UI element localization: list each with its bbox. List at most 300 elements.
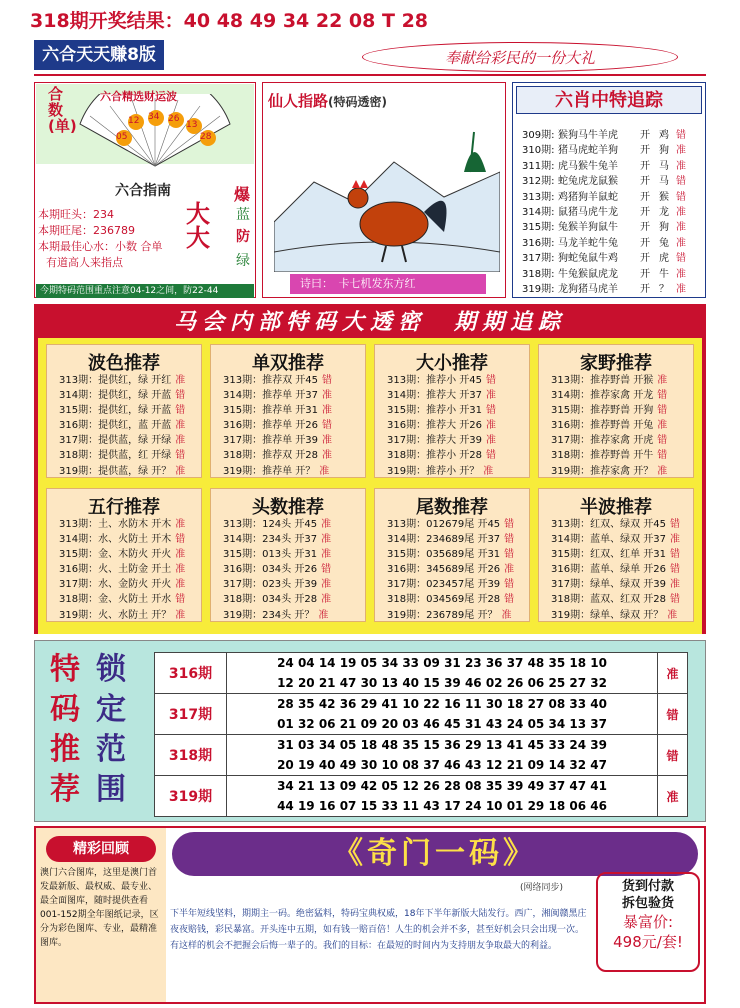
zodiac-row (522, 126, 704, 141)
recommend-title: 头数推荐 (252, 497, 324, 518)
recommend-row (375, 464, 529, 479)
recommend-row (539, 418, 693, 433)
zodiac-cell: 开 (640, 191, 650, 203)
recommend-row (375, 373, 529, 388)
recommend-text: 317期：推荐家禽 开虎 (551, 435, 654, 447)
recommend-row (47, 448, 201, 463)
recommend-text: 316期：蓝单、绿单 开26 (551, 564, 666, 576)
zodiac-cell: 准 (676, 207, 686, 218)
recommend-text: 315期：推荐野兽 开狗 (551, 405, 654, 417)
recommend-row (211, 532, 365, 547)
recommend-row (47, 592, 201, 607)
recommend-status: 错 (486, 450, 496, 462)
recommend-row (211, 373, 365, 388)
recommend-row (211, 403, 365, 418)
recommend-row (539, 547, 693, 562)
recommend-text: 315期：金、木防火 开火 (59, 549, 172, 561)
review-text: 澳门六合图库，这里是澳门首发最新版、最权威、最专业、最全面图库，随时提供查看001-152期全年图纸记录，区分为彩色图库、专业，最精准图库。 (40, 868, 159, 948)
recommend-text: 319期：236789尾 开？ (387, 609, 498, 621)
lock-numbers-line: 28 35 42 36 29 41 10 22 16 11 30 18 27 08 33 40 (277, 697, 607, 711)
recommend-text: 313期：土、水防木 开木 (59, 519, 172, 530)
recommend-title: 尾数推荐 (416, 497, 488, 518)
rooster-illustration (274, 112, 500, 272)
recommend-row (47, 608, 201, 623)
recommend-row (375, 388, 529, 403)
lock-right-title: 锁定范围 (96, 652, 126, 807)
zodiac-row (522, 141, 704, 156)
lock-status: 准 (658, 776, 688, 817)
recommend-box (46, 488, 202, 622)
recommend-status: 准 (501, 609, 512, 621)
recommend-row (539, 592, 693, 607)
recommend-row (375, 592, 529, 607)
recommend-status: 准 (175, 420, 186, 432)
recommend-row (539, 517, 693, 532)
zodiac-cell: 准 (676, 237, 686, 249)
recommend-row (539, 562, 693, 577)
zodiac-cell: ？ (659, 284, 669, 295)
recommend-status: 错 (504, 594, 515, 606)
recommend-row (211, 517, 365, 532)
zodiac-cell: 狗 (659, 145, 669, 157)
zodiac-cell: 错 (676, 253, 686, 265)
recommend-text: 317期：水、金防火 开火 (59, 579, 172, 591)
recommend-status: 准 (322, 405, 332, 417)
zodiac-cell: 开 (640, 207, 650, 218)
recommend-text: 316期：提供红，蓝 开蓝 (59, 420, 172, 432)
secret-title: 马会内部特码大透密 期期追踪 (173, 310, 566, 335)
zodiac-cell: 鸡 (659, 130, 669, 141)
lock-numbers-line: 44 19 16 07 15 33 11 43 17 24 10 01 29 18 06 46 (277, 799, 607, 813)
recommend-text: 316期：推荐单 开26 (223, 420, 318, 432)
recommend-status: 准 (504, 564, 515, 576)
zodiac-cell: 开 (640, 222, 650, 234)
lock-numbers-line: 31 03 34 05 18 48 35 15 36 29 13 41 45 33 24 39 (277, 738, 607, 752)
recommend-status: 错 (670, 519, 680, 530)
recommend-status: 错 (486, 405, 496, 417)
recommend-row (539, 608, 693, 623)
fan-ball: 34 (148, 112, 160, 122)
zodiac-row (522, 249, 704, 264)
recommend-text: 313期：推荐双 开45 (223, 375, 318, 386)
zodiac-cell: 311期: (522, 160, 555, 172)
recommend-status: 准 (321, 534, 332, 546)
zodiac-cell: 蛇兔虎龙鼠猴 (558, 176, 618, 188)
cod-label: 货到付款 (621, 879, 674, 894)
recommend-box (210, 344, 366, 478)
recommend-row (211, 562, 365, 577)
qimen-text: 下半年短线坚料，期期主一码。绝密猛料，特码宝典权威，18年下半年新版大陆发行。西广，湘闽赣黑庄夜夜赔钱，彩民暴富。开头连中五期，如有钱一赔百倍！人生的机会并不多，甚至好机会只会出现一次。有这样的机会不把握会后悔一辈子的。我们的目标：在最短的时间内为支持朋友争取最大的利益。 (170, 909, 587, 951)
guide-title: 六合指南 (115, 183, 171, 199)
zodiac-cell: 315期: (522, 222, 555, 234)
zodiac-row (522, 234, 704, 249)
recommend-row (211, 418, 365, 433)
recommend-row (211, 577, 365, 592)
recommend-box (538, 488, 694, 622)
zodiac-cell: 虎马猴牛兔羊 (558, 160, 618, 172)
hj-label: 合数(单) (48, 85, 77, 135)
zodiac-row (522, 157, 704, 172)
recommend-box (210, 488, 366, 622)
zodiac-cell: 313期: (522, 191, 555, 203)
recommend-text: 318期：推荐双 开28 (223, 450, 318, 462)
recommend-status: 准 (321, 519, 332, 530)
recommend-text: 315期：红双、红单 开31 (551, 549, 666, 561)
recommend-text: 315期：推荐单 开31 (223, 405, 318, 417)
recommend-title: 五行推荐 (88, 497, 160, 518)
recommend-row (375, 403, 529, 418)
zodiac-cell: 318期: (522, 268, 555, 280)
zodiac-cell: 马 (659, 160, 669, 172)
recommend-status: 错 (175, 390, 186, 402)
lock-numbers-line: 34 21 13 09 42 05 12 26 28 08 35 39 49 37 47 41 (277, 779, 607, 793)
recommend-text: 317期：023头 开39 (223, 579, 318, 591)
recommend-status: 错 (486, 375, 496, 386)
zodiac-row (522, 265, 704, 280)
recommend-text: 319期：绿单、绿双 开？ (551, 609, 664, 621)
recommend-row (539, 577, 693, 592)
recommend-status: 准 (657, 420, 668, 432)
zodiac-cell: 309期: (522, 130, 555, 141)
recommend-status: 错 (504, 549, 515, 561)
lock-numbers-line: 20 19 40 49 30 10 08 37 46 43 12 21 09 14 32 47 (277, 758, 607, 772)
zodiac-row (522, 280, 704, 295)
zodiac-cell: 准 (676, 222, 686, 234)
recommend-status: 准 (486, 390, 496, 402)
recommend-status: 错 (504, 519, 515, 530)
zodiac-cell: 猴狗马牛羊虎 (558, 130, 618, 141)
zodiac-row (522, 218, 704, 233)
recommend-status: 错 (175, 450, 186, 462)
recommend-text: 314期：水、火防土 开木 (59, 534, 172, 546)
recommend-row (375, 517, 529, 532)
zodiac-cell: 316期: (522, 237, 555, 249)
recommend-row (211, 464, 365, 479)
recommend-status: 准 (670, 579, 680, 591)
recommend-status: 准 (321, 579, 332, 591)
recommend-status: 准 (321, 549, 332, 561)
recommend-status: 错 (670, 549, 680, 561)
zodiac-cell: 狗 (659, 222, 669, 234)
zodiac-cell: 准 (676, 145, 686, 157)
recommend-text: 313期：红双、绿双 开45 (551, 519, 666, 530)
edition-title: 六合天天赚8版 (34, 40, 164, 70)
recommend-row (47, 547, 201, 562)
recommend-title: 单双推荐 (252, 353, 324, 374)
lock-numbers-line: 12 20 21 47 30 13 40 15 39 46 02 26 06 25 27 32 (277, 676, 607, 690)
zodiac-cell: 兔 (659, 237, 669, 249)
zodiac-cell: 马 (659, 176, 669, 188)
lock-status: 准 (658, 653, 688, 694)
recommend-text: 319期：提供蓝，绿 开？ (59, 465, 172, 477)
recommend-status: 准 (175, 435, 186, 447)
recommend-text: 315期：推荐小 开31 (387, 405, 482, 417)
zodiac-cell: 开 (640, 268, 650, 280)
lock-numbers-line: 24 04 14 19 05 34 33 09 31 23 36 37 48 35 18 10 (277, 656, 607, 670)
lock-period: 317期 (155, 694, 227, 735)
recommend-row (47, 562, 201, 577)
zodiac-title: 六肖中特追踪 (516, 86, 702, 114)
recommend-text: 314期：推荐大 开37 (387, 390, 482, 402)
divider (34, 74, 706, 76)
lock-numbers-line: 01 32 06 21 09 20 03 46 45 31 43 24 05 34 13 37 (277, 717, 607, 731)
recommend-row (539, 373, 693, 388)
recommend-row (539, 464, 693, 479)
recommend-row (47, 388, 201, 403)
zodiac-cell: 开 (640, 145, 650, 157)
lock-numbers (227, 694, 658, 735)
zodiac-cell: 开 (640, 237, 650, 249)
zodiac-cell: 兔猴羊狗鼠牛 (558, 222, 618, 234)
guide-line: 本期旺头：234 (38, 208, 114, 221)
hint-sub: (特码透密) (328, 95, 387, 109)
bao-label: 爆 (234, 185, 251, 204)
lock-period: 319期 (155, 776, 227, 817)
price-box (596, 872, 700, 972)
guide-line: 本期最佳心水：小数 合单 (38, 240, 163, 253)
recommend-row (375, 577, 529, 592)
recommend-text: 319期：234头 开？ (223, 609, 315, 621)
recommend-row (539, 403, 693, 418)
lock-status: 错 (658, 694, 688, 735)
fan-title: 六合精选财运波 (100, 90, 177, 103)
guide-line: 有道高人来指点 (46, 256, 123, 269)
result-bar (0, 0, 740, 34)
recommend-status: 准 (657, 465, 668, 477)
recommend-text: 315期：提供红，绿 开蓝 (59, 405, 172, 417)
recommend-status: 准 (483, 465, 494, 477)
zodiac-cell: 开 (640, 284, 650, 295)
zodiac-cell: 开 (640, 160, 650, 172)
recommend-box (374, 344, 530, 478)
recommend-text: 318期：推荐野兽 开牛 (551, 450, 654, 462)
poem-bar: 诗曰： 卡七机发东方红 (290, 274, 486, 294)
recommend-box (46, 344, 202, 478)
recommend-text: 313期：推荐小 开45 (387, 375, 482, 386)
recommend-row (539, 448, 693, 463)
recommend-text: 319期：推荐小 开？ (387, 465, 480, 477)
fan-ball: 12 (128, 116, 140, 126)
zodiac-cell: 310期: (522, 145, 555, 157)
recommend-status: 错 (175, 405, 186, 417)
recommend-row (47, 464, 201, 479)
lock-status: 错 (658, 735, 688, 776)
recommend-status: 错 (322, 420, 332, 432)
zodiac-cell: 马龙羊蛇牛兔 (558, 237, 618, 249)
recommend-text: 313期：推荐野兽 开猴 (551, 375, 654, 386)
zodiac-cell: 狗蛇兔鼠牛鸡 (558, 253, 618, 265)
result-text: 318期开奖结果：40 48 49 34 22 08 T 28 (30, 10, 429, 32)
recommend-text: 318期：金、火防土 开水 (59, 594, 172, 606)
fan-icon (70, 94, 240, 168)
recommend-row (211, 388, 365, 403)
recommend-status: 准 (318, 609, 329, 621)
lock-period: 318期 (155, 735, 227, 776)
recommend-row (211, 433, 365, 448)
recommend-status: 错 (175, 594, 186, 606)
recommend-row (47, 418, 201, 433)
recommend-status: 错 (504, 534, 515, 546)
lock-row (155, 694, 688, 735)
fan-ball: 05 (116, 132, 128, 142)
recommend-status: 错 (321, 564, 332, 576)
recommend-text: 315期：013头 开31 (223, 549, 318, 561)
inspect-label: 拆包验货 (621, 896, 674, 911)
review-title: 精彩回顾 (46, 836, 156, 862)
recommend-text: 318期：蓝双、红双 开28 (551, 594, 666, 606)
recommend-text: 314期：推荐单 开37 (223, 390, 318, 402)
recommend-status: 错 (670, 564, 680, 576)
recommend-status: 准 (175, 375, 186, 386)
recommend-row (375, 448, 529, 463)
zodiac-cell: 错 (676, 176, 686, 188)
recommend-text: 317期：提供蓝，绿 开绿 (59, 435, 172, 447)
zodiac-cell: 开 (640, 130, 650, 141)
recommend-text: 315期：035689尾 开31 (387, 549, 501, 561)
recommend-status: 准 (670, 534, 680, 546)
recommend-status: 错 (504, 579, 515, 591)
recommend-status: 准 (175, 564, 186, 576)
fang-label: 防 (236, 229, 250, 245)
recommend-row (539, 433, 693, 448)
zodiac-cell: 312期: (522, 176, 555, 188)
recommend-text: 318期：提供蓝，红 开绿 (59, 450, 172, 462)
recommend-status: 错 (322, 375, 332, 386)
lock-numbers (227, 653, 658, 694)
recommend-status: 错 (657, 435, 668, 447)
recommend-text: 316期：火、土防金 开土 (59, 564, 172, 576)
recommend-title: 波色推荐 (88, 353, 160, 374)
recommend-text: 318期：034569尾 开28 (387, 594, 501, 606)
zodiac-cell: 猪马虎蛇羊狗 (558, 145, 618, 157)
zodiac-row (522, 188, 704, 203)
fan-ball: 26 (168, 114, 180, 124)
recommend-status: 准 (175, 579, 186, 591)
price-label: 暴富价: (622, 913, 674, 931)
recommend-text: 317期：推荐单 开39 (223, 435, 318, 447)
zodiac-cell: 猴 (659, 191, 669, 203)
zodiac-cell: 准 (676, 160, 686, 172)
lan-label: 蓝 (236, 207, 250, 223)
zodiac-cell: 牛 (659, 268, 669, 280)
recommend-row (211, 448, 365, 463)
recommend-text: 314期：推荐家禽 开龙 (551, 390, 654, 402)
recommend-status: 错 (175, 534, 186, 546)
recommend-row (375, 547, 529, 562)
recommend-row (375, 532, 529, 547)
hint-title (268, 90, 387, 111)
recommend-row (375, 433, 529, 448)
recommend-row (47, 373, 201, 388)
recommend-text: 318期：034头 开28 (223, 594, 318, 606)
recommend-row (47, 403, 201, 418)
recommend-row (375, 562, 529, 577)
hint-title-text: 仙人指路 (268, 92, 329, 110)
recommend-row (47, 433, 201, 448)
fan-ball: 28 (200, 132, 212, 142)
recommend-text: 314期：蓝单、绿双 开37 (551, 534, 666, 546)
recommend-text: 314期：提供红，绿 开蓝 (59, 390, 172, 402)
zodiac-cell: 错 (676, 130, 686, 141)
recommend-text: 314期：234689尾 开37 (387, 534, 501, 546)
recommend-status: 错 (657, 405, 668, 417)
recommend-row (211, 608, 365, 623)
zodiac-cell: 龙 (659, 207, 669, 218)
recommend-text: 317期：绿单、绿双 开39 (551, 579, 666, 591)
recommend-status: 错 (670, 594, 680, 606)
recommend-status: 准 (175, 549, 186, 561)
zodiac-cell: 准 (676, 284, 686, 295)
recommend-text: 313期：提供红，绿 开红 (59, 375, 172, 386)
zodiac-cell: 龙狗猪马虎羊 (558, 284, 618, 295)
fan-ball: 13 (186, 120, 198, 130)
recommend-status: 准 (322, 450, 332, 462)
recommend-row (539, 532, 693, 547)
big-label: 大大 (186, 200, 210, 252)
recommend-row (211, 592, 365, 607)
recommend-text: 316期：推荐大 开26 (387, 420, 482, 432)
zodiac-cell: 314期: (522, 207, 555, 218)
lock-numbers (227, 776, 658, 817)
recommend-row (47, 577, 201, 592)
recommend-text: 319期：推荐家禽 开？ (551, 465, 654, 477)
lock-row (155, 735, 688, 776)
lock-period: 316期 (155, 653, 227, 694)
recommend-status: 准 (322, 390, 332, 402)
price-value: 498元/套! (613, 933, 683, 951)
recommend-status: 准 (175, 609, 186, 621)
recommend-text: 318期：推荐小 开28 (387, 450, 482, 462)
recommend-status: 准 (175, 519, 186, 530)
recommend-status: 错 (657, 450, 668, 462)
zodiac-cell: 错 (676, 191, 686, 203)
zodiac-cell: 开 (640, 253, 650, 265)
recommend-status: 准 (657, 375, 668, 386)
recommend-text: 314期：234头 开37 (223, 534, 318, 546)
range-note: 今期特码范围重点注意04-12之间，防22-44 (36, 284, 254, 298)
zodiac-cell: 牛兔猴鼠虎龙 (558, 268, 618, 280)
lock-numbers (227, 735, 658, 776)
recommend-status: 准 (486, 420, 496, 432)
lock-table (154, 652, 688, 817)
recommend-text: 319期：推荐单 开？ (223, 465, 316, 477)
qimen-banner: 《奇门一码》 (172, 832, 698, 876)
recommend-status: 准 (486, 435, 496, 447)
recommend-text: 316期：034头 开26 (223, 564, 318, 576)
recommend-title: 家野推荐 (580, 353, 652, 374)
recommend-row (375, 418, 529, 433)
recommend-status: 准 (667, 609, 678, 621)
guide-line: 本期旺尾：236789 (38, 224, 135, 237)
recommend-text: 313期：012679尾 开45 (387, 519, 501, 530)
zodiac-cell: 鼠猪马虎牛龙 (558, 207, 618, 218)
recommend-text: 316期：345689尾 开26 (387, 564, 501, 576)
zodiac-cell: 开 (640, 176, 650, 188)
recommend-text: 317期：023457尾 开39 (387, 579, 501, 591)
zodiac-cell: 319期: (522, 284, 555, 295)
recommend-status: 错 (657, 390, 668, 402)
recommend-status: 准 (322, 435, 332, 447)
zodiac-cell: 准 (676, 268, 686, 280)
recommend-title: 半波推荐 (580, 497, 652, 518)
slogan: 奉献给彩民的一份大礼 (362, 42, 678, 72)
zodiac-cell: 虎 (659, 253, 669, 265)
qimen-sub: (网络同步) (520, 883, 564, 893)
recommend-text: 313期：124头 开45 (223, 519, 318, 530)
lv-label: 绿 (236, 253, 250, 269)
recommend-title: 大小推荐 (416, 353, 488, 374)
zodiac-row (522, 172, 704, 187)
